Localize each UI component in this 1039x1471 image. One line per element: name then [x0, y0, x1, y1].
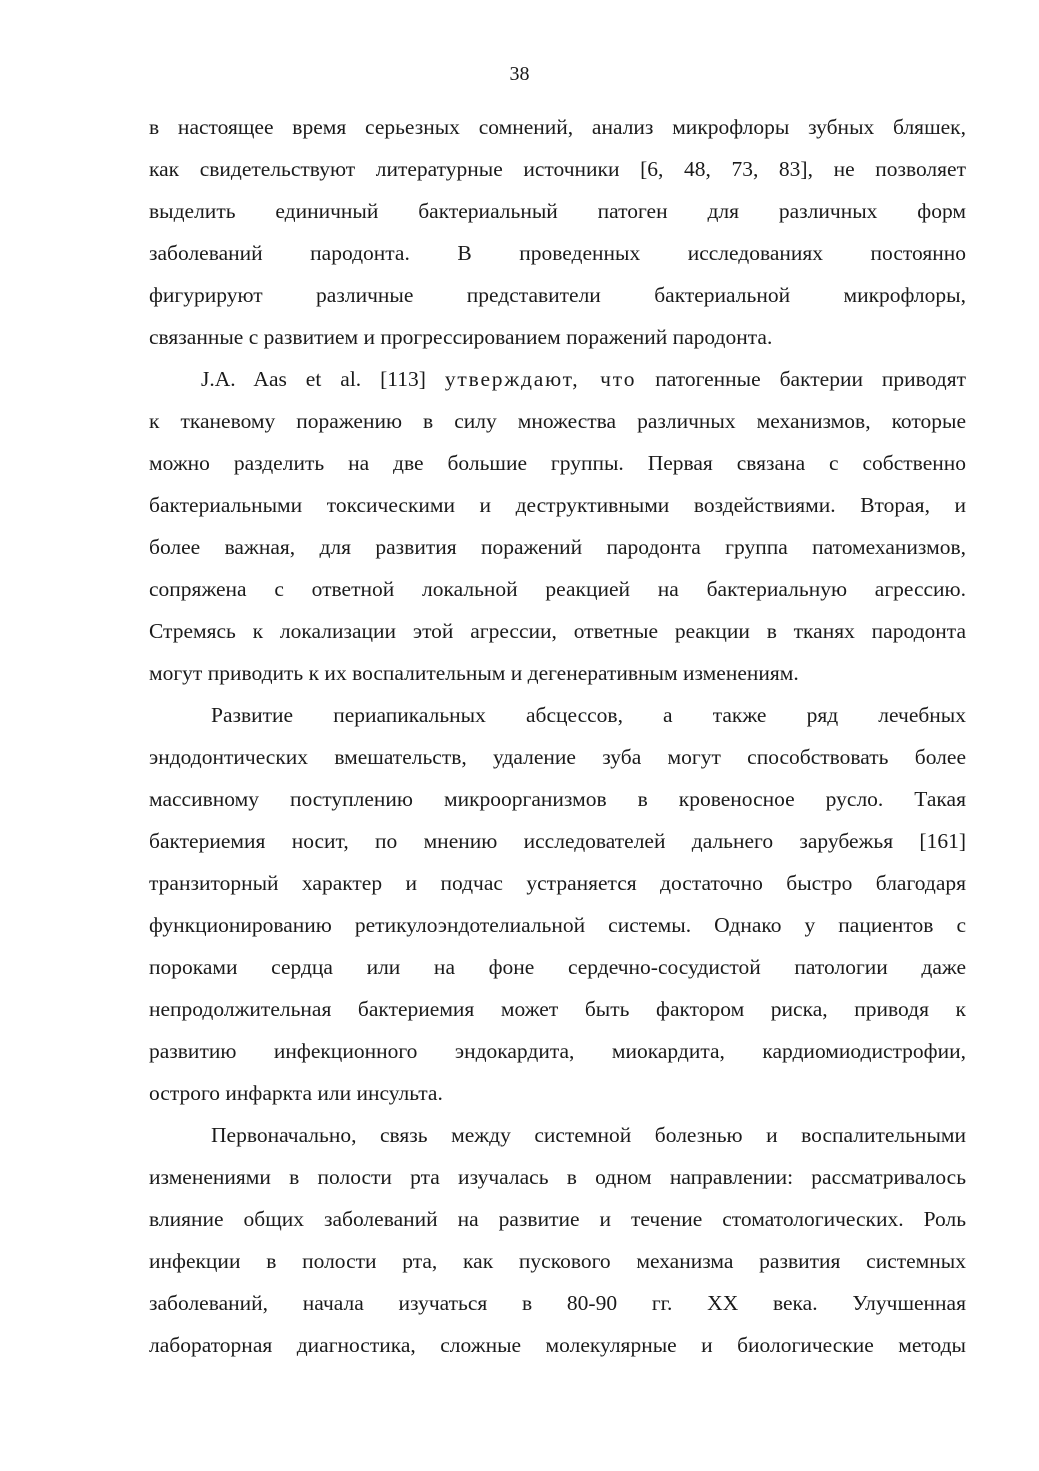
- text-line: заболеваний пародонта. В проведенных исследованиях постоянно: [149, 241, 966, 265]
- paragraph-4: [149, 1114, 966, 1366]
- paragraph-3: [149, 694, 966, 1114]
- text-line: транзиторный характер и подчас устраняется достаточно быстро благодаря: [149, 871, 966, 895]
- citation-authors: J.A. Aas et al. [113]: [201, 367, 426, 391]
- text-line: можно разделить на две большие группы. Первая связана с собственно: [149, 451, 966, 475]
- text-line: к тканевому поражению в силу множества различных механизмов, которые: [149, 409, 966, 433]
- text-line: Развитие периапикальных абсцессов, а также ряд лечебных: [211, 703, 966, 727]
- text-line: инфекции в полости рта, как пускового механизма развития системных: [149, 1249, 966, 1273]
- text-line: бактериальными токсическими и деструктивными воздействиями. Вторая, и: [149, 493, 966, 517]
- text-line: заболеваний, начала изучаться в 80-90 гг. XX века. Улучшенная: [149, 1291, 966, 1315]
- text-line: выделить единичный бактериальный патоген для различных форм: [149, 199, 966, 223]
- text-line: непродолжительная бактериемия может быть фактором риска, приводя к: [149, 997, 966, 1021]
- text-line: фигурируют различные представители бактериальной микрофлоры,: [149, 283, 966, 307]
- text-line: влияние общих заболеваний на развитие и течение стоматологических. Роль: [149, 1207, 966, 1231]
- text-line: в настоящее время серьезных сомнений, анализ микрофлоры зубных бляшек,: [149, 115, 966, 139]
- text-line: лабораторная диагностика, сложные молекулярные и биологические методы: [149, 1333, 966, 1357]
- text-line: как свидетельствуют литературные источники [6, 48, 73, 83], не позволяет: [149, 157, 966, 181]
- text-line: функционированию ретикулоэндотелиальной системы. Однако у пациентов с: [149, 913, 966, 937]
- text-line: изменениями в полости рта изучалась в одном направлении: рассматривалось: [149, 1165, 966, 1189]
- text-line: бактериемия носит, по мнению исследователей дальнего зарубежья [161]: [149, 829, 966, 853]
- paragraph-1: [149, 106, 966, 358]
- text-line: развитию инфекционного эндокардита, миокардита, кардиомиодистрофии,: [149, 1039, 966, 1063]
- text-line: Стремясь к локализации этой агрессии, ответные реакции в тканях пародонта: [149, 619, 966, 643]
- text-line: более важная, для развития поражений пародонта группа патомеханизмов,: [149, 535, 966, 559]
- text-line: Первоначально, связь между системной болезнью и воспалительными: [211, 1123, 966, 1147]
- document-body: [149, 106, 966, 1366]
- text-line: острого инфаркта или инсульта.: [149, 1081, 443, 1105]
- paragraph-2: [149, 358, 966, 694]
- spaced-phrase: утверждают, что: [444, 367, 637, 391]
- text-line: массивному поступлению микроорганизмов в кровеносное русло. Такая: [149, 787, 966, 811]
- text-line: сопряжена с ответной локальной реакцией на бактериальную агрессию.: [149, 577, 966, 601]
- text-line: связанные с развитием и прогрессированием поражений пародонта.: [149, 325, 773, 349]
- text-line: могут приводить к их воспалительным и дегенеративным изменениям.: [149, 661, 799, 685]
- page-number: 38: [509, 63, 530, 85]
- text-line: пороками сердца или на фоне сердечно-сосудистой патологии даже: [149, 955, 966, 979]
- text-line: эндодонтических вмешательств, удаление зуба могут способствовать более: [149, 745, 966, 769]
- text-fragment: патогенные бактерии приводят: [655, 367, 966, 391]
- text-line-first: [149, 358, 966, 400]
